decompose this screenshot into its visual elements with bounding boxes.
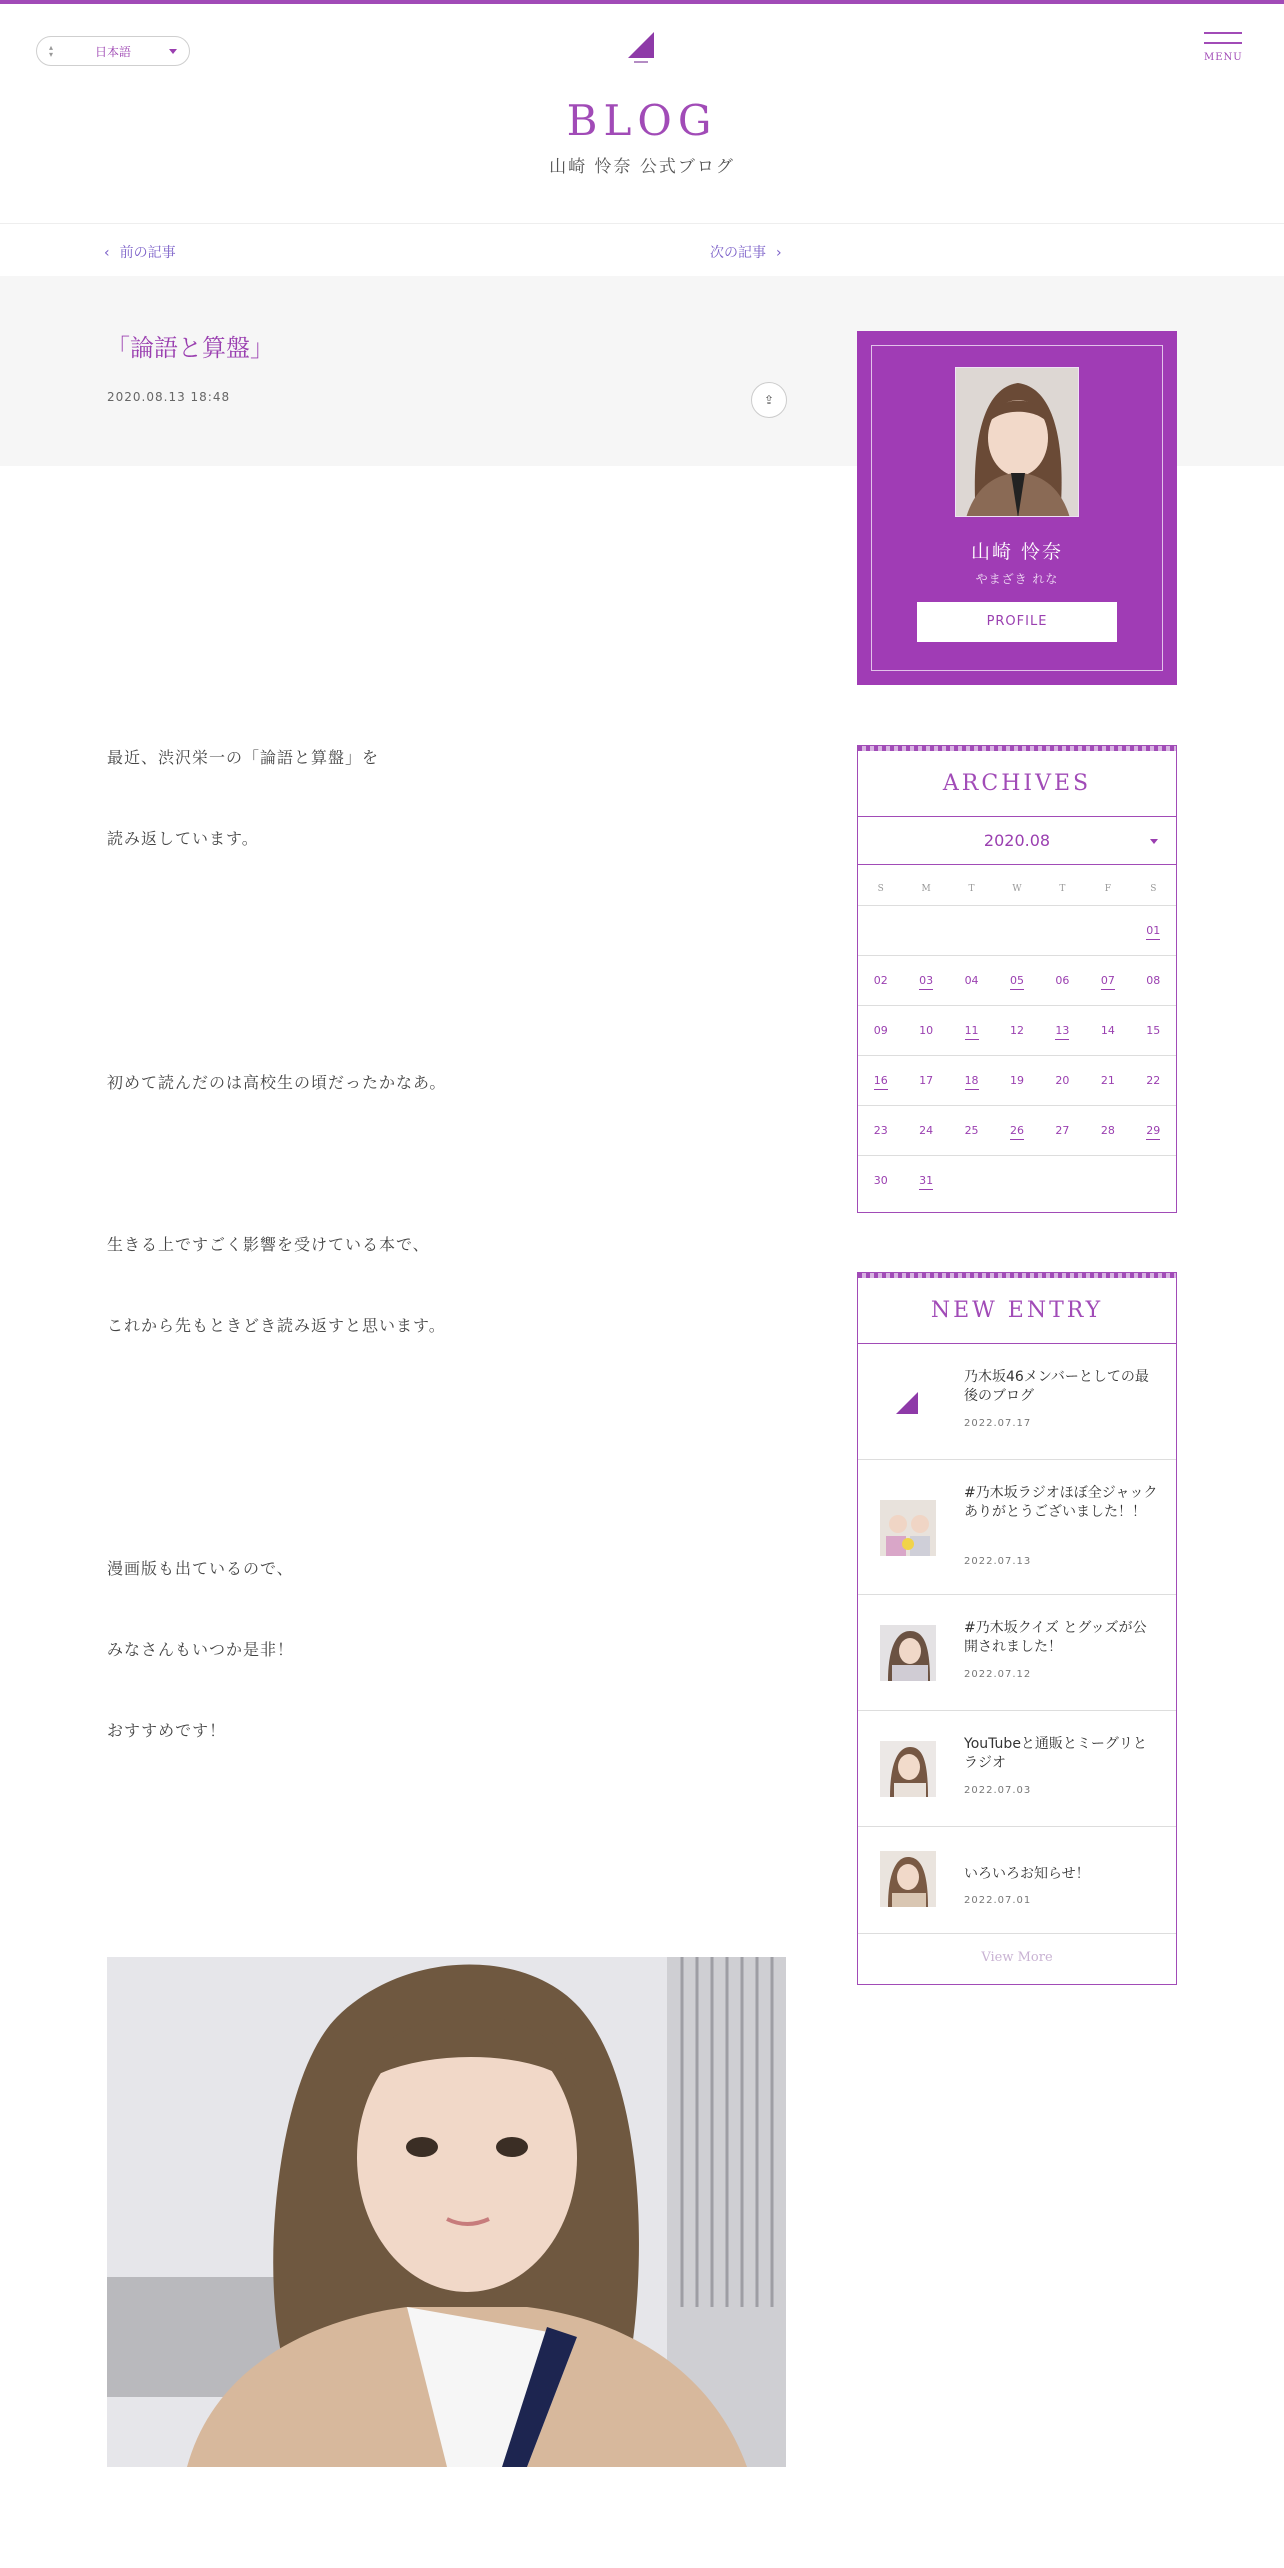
profile-button[interactable]: PROFILE: [917, 602, 1117, 642]
calendar-day: [949, 955, 994, 1005]
calendar-day-label: 20: [1055, 1074, 1070, 1087]
calendar-day-label: 01: [1146, 924, 1160, 940]
calendar-day[interactable]: [949, 1005, 994, 1055]
calendar-day[interactable]: [1131, 905, 1176, 955]
top-accent-bar: [0, 0, 1284, 4]
chevron-down-icon: [169, 49, 177, 54]
calendar-day-label: 26: [1010, 1124, 1024, 1140]
calendar-day-label: 02: [873, 974, 888, 987]
calendar-day[interactable]: [994, 1105, 1039, 1155]
entry-item[interactable]: [858, 1827, 1176, 1934]
chevron-down-icon: [1150, 839, 1158, 844]
calendar-day-label: 22: [1146, 1074, 1161, 1087]
calendar-day[interactable]: [994, 955, 1039, 1005]
post-photo: [107, 1957, 786, 2467]
post-paragraph: おすすめです！: [107, 1721, 227, 1740]
archives-heading: ARCHIVES: [858, 751, 1176, 817]
calendar-day: [903, 905, 948, 955]
calendar-weekday: M: [921, 884, 931, 894]
calendar-day[interactable]: [1040, 1005, 1085, 1055]
calendar-weekday: W: [1012, 884, 1022, 894]
calendar-day: [1085, 1155, 1130, 1205]
menu-label: MENU: [1204, 52, 1243, 63]
calendar-day: [1085, 1105, 1130, 1155]
calendar-day-label: 31: [919, 1174, 933, 1190]
entry-thumbnail: [880, 1741, 936, 1797]
entry-item[interactable]: [858, 1344, 1176, 1460]
calendar-day: [903, 1055, 948, 1105]
calendar-day-label: 19: [1009, 1074, 1024, 1087]
divider: [0, 223, 1284, 224]
calendar-weekday: F: [1104, 884, 1111, 894]
calendar-day-label: 06: [1055, 974, 1070, 987]
calendar-weekday: S: [1150, 884, 1157, 894]
calendar: [858, 865, 1176, 1205]
calendar-weekday: S: [877, 884, 884, 894]
calendar-day-label: 24: [919, 1124, 934, 1137]
profile-kana: やまざき れな: [975, 572, 1059, 586]
entry-title: #乃木坂ラジオほぼ全ジャック ありがとうございました！！: [964, 1485, 1158, 1520]
calendar-day[interactable]: [1085, 955, 1130, 1005]
calendar-day: [949, 1155, 994, 1205]
chevron-left-icon: ‹: [104, 245, 110, 261]
calendar-day: [858, 1005, 903, 1055]
profile-card: [857, 331, 1177, 685]
profile-name: 山崎 怜奈: [970, 541, 1064, 563]
entry-item[interactable]: [858, 1460, 1176, 1595]
calendar-day: [1040, 905, 1085, 955]
post-paragraph: 漫画版も出ているので、: [107, 1559, 294, 1578]
calendar-day-label: 29: [1146, 1124, 1160, 1140]
entry-title: #乃木坂クイズ とグッズが公開されました！: [964, 1620, 1147, 1655]
calendar-day: [994, 905, 1039, 955]
entry-title: 乃木坂46メンバーとしての最後のブログ: [964, 1369, 1149, 1404]
language-select[interactable]: [36, 36, 190, 66]
share-icon: ⇪: [763, 393, 775, 407]
entry-date: 2022.07.03: [964, 1785, 1032, 1796]
month-select-value: 2020.08: [983, 831, 1051, 850]
nogizaka-logo-icon[interactable]: [624, 30, 656, 68]
calendar-day-label: 16: [874, 1074, 888, 1090]
calendar-day: [903, 1005, 948, 1055]
calendar-day: [903, 1105, 948, 1155]
entry-date: 2022.07.12: [964, 1669, 1032, 1680]
calendar-day-label: 18: [965, 1074, 979, 1090]
calendar-day: [1085, 1055, 1130, 1105]
calendar-day-label: 08: [1146, 974, 1161, 987]
post-title: 「論語と算盤」: [106, 334, 274, 362]
entry-thumbnail: [880, 1374, 936, 1430]
calendar-day[interactable]: [903, 955, 948, 1005]
calendar-day: [858, 955, 903, 1005]
calendar-day: [858, 905, 903, 955]
chevron-right-icon: ›: [776, 245, 782, 261]
calendar-day: [858, 1105, 903, 1155]
calendar-day: [994, 1055, 1039, 1105]
post-date: 2020.08.13 18:48: [107, 390, 231, 404]
prev-article-link[interactable]: [104, 242, 176, 262]
post-paragraph: 最近、渋沢栄一の「論語と算盤」を: [107, 748, 380, 767]
prev-article-label: 前の記事: [119, 245, 176, 261]
archives-panel: [857, 745, 1177, 1213]
avatar[interactable]: [955, 367, 1079, 517]
entry-item[interactable]: [858, 1711, 1176, 1827]
post-paragraph: みなさんもいつか是非！: [107, 1640, 295, 1659]
calendar-day-label: 21: [1100, 1074, 1115, 1087]
calendar-day: [994, 1005, 1039, 1055]
post-paragraph: これから先もときどき読み返すと思います。: [107, 1316, 446, 1335]
calendar-day-label: 12: [1009, 1024, 1024, 1037]
calendar-day-label: 11: [965, 1024, 979, 1040]
calendar-day[interactable]: [858, 1055, 903, 1105]
calendar-day-label: 15: [1146, 1024, 1161, 1037]
menu-button[interactable]: [1204, 32, 1242, 63]
calendar-day: [949, 1105, 994, 1155]
calendar-day: [1040, 1055, 1085, 1105]
hamburger-icon: [1204, 32, 1242, 34]
entry-item[interactable]: [858, 1595, 1176, 1711]
calendar-day-label: 30: [873, 1174, 888, 1187]
calendar-day: [949, 905, 994, 955]
entry-title: YouTubeと通販とミーグリとラジオ: [964, 1736, 1147, 1771]
entry-date: 2022.07.01: [964, 1895, 1032, 1906]
calendar-day-label: 03: [919, 974, 933, 990]
calendar-day-label: 05: [1010, 974, 1024, 990]
next-article-label: 次の記事: [710, 245, 766, 261]
entry-date: 2022.07.17: [964, 1418, 1032, 1429]
calendar-day: [858, 1155, 903, 1205]
new-entry-panel: [857, 1272, 1177, 1985]
hamburger-icon-line: [1204, 42, 1242, 44]
calendar-day[interactable]: [1131, 1105, 1176, 1155]
calendar-day: [1085, 905, 1130, 955]
calendar-day-label: 27: [1055, 1124, 1070, 1137]
page-title: BLOG: [566, 96, 718, 145]
calendar-day: [1085, 1005, 1130, 1055]
calendar-day: [1131, 1005, 1176, 1055]
calendar-day-label: 23: [873, 1124, 888, 1137]
month-select[interactable]: [858, 817, 1176, 865]
post-paragraph: 生きる上ですごく影響を受けている本で、: [107, 1235, 430, 1254]
calendar-day: [1131, 1155, 1176, 1205]
calendar-day[interactable]: [949, 1055, 994, 1105]
calendar-day: [994, 1155, 1039, 1205]
post-paragraph: 初めて読んだのは高校生の頃だったかなあ。: [107, 1073, 447, 1092]
calendar-day[interactable]: [903, 1155, 948, 1205]
calendar-day-label: 07: [1101, 974, 1115, 990]
calendar-day: [1040, 955, 1085, 1005]
entry-date: 2022.07.13: [964, 1556, 1032, 1567]
calendar-day: [1040, 1105, 1085, 1155]
page-subtitle: 山崎 怜奈 公式ブログ: [549, 157, 735, 177]
calendar-day-label: 14: [1100, 1024, 1115, 1037]
calendar-day-label: 04: [964, 974, 979, 987]
new-entry-heading: NEW ENTRY: [858, 1278, 1176, 1344]
calendar-day-label: 10: [919, 1024, 934, 1037]
calendar-day: [1040, 1155, 1085, 1205]
entry-thumbnail: [880, 1625, 936, 1681]
calendar-day-label: 09: [873, 1024, 888, 1037]
calendar-day-label: 17: [919, 1074, 934, 1087]
view-more-link[interactable]: View More: [981, 1950, 1053, 1965]
calendar-day-label: 13: [1055, 1024, 1069, 1040]
entry-thumbnail: [880, 1500, 936, 1556]
calendar-weekday: T: [968, 884, 975, 894]
calendar-day-label: 28: [1100, 1124, 1115, 1137]
next-article-link[interactable]: [710, 242, 782, 262]
calendar-day: [1131, 1055, 1176, 1105]
sort-arrows-icon: ▴ ▾: [49, 43, 54, 59]
share-button[interactable]: [751, 382, 787, 418]
post-paragraph: 読み返しています。: [107, 829, 259, 848]
calendar-day-label: 25: [964, 1124, 979, 1137]
language-label: 日本語: [94, 44, 131, 59]
calendar-weekday: T: [1059, 884, 1066, 894]
entry-thumbnail: [880, 1851, 936, 1907]
entry-title: いろいろお知らせ！: [964, 1866, 1090, 1882]
calendar-day: [1131, 955, 1176, 1005]
